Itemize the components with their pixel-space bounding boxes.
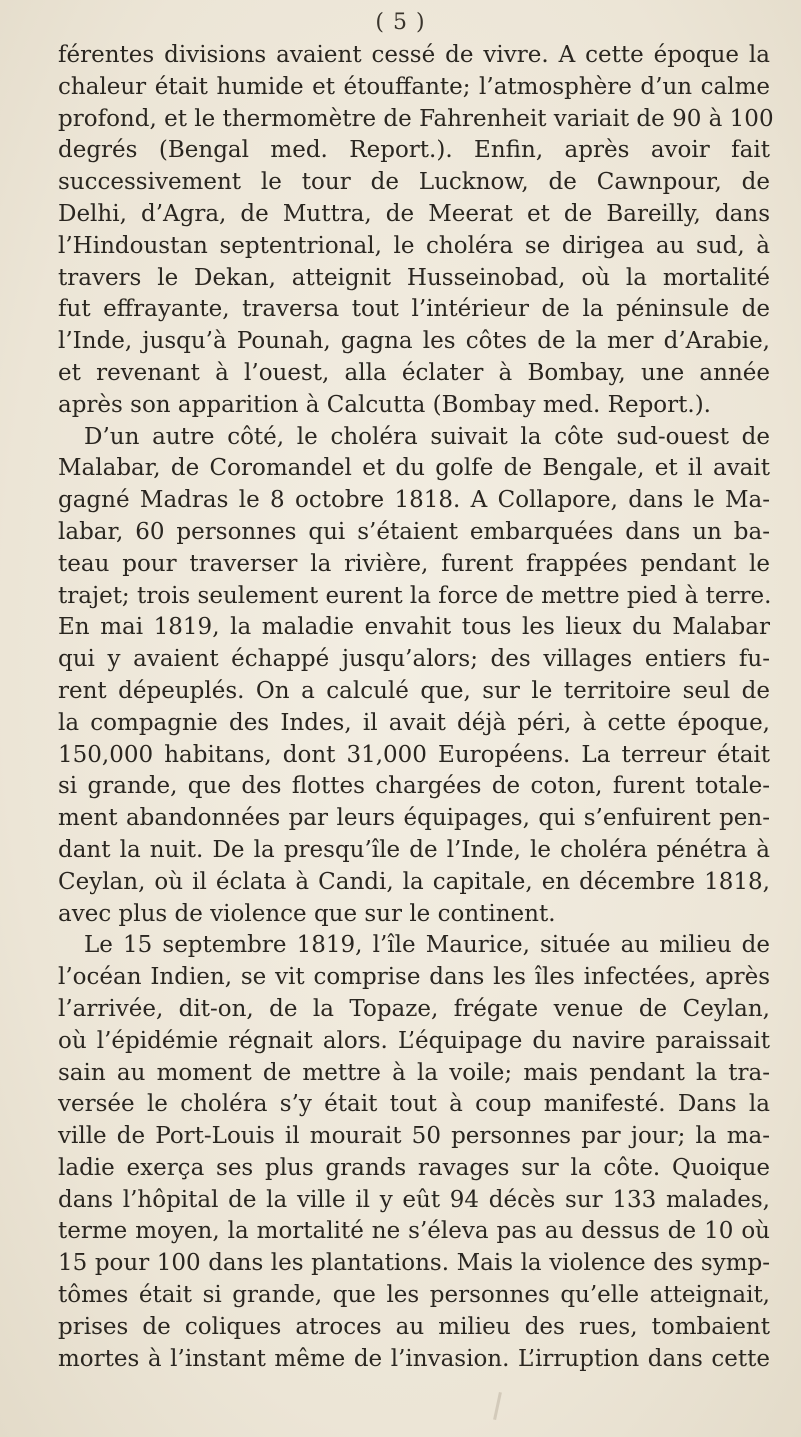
text-line: ment abandonnées par leurs équipages, qui s’enfuirent pen- (58, 805, 770, 832)
text-line: successivement le tour de Lucknow, de Cawnpour, de (58, 169, 770, 196)
text-line: En mai 1819, la maladie envahit tous les lieux du Malabar (58, 614, 770, 641)
text-line: tômes était si grande, que les personnes qu’elle atteignait, (58, 1282, 770, 1309)
text-line: D’un autre côté, le choléra suivait la côte sud-ouest de (84, 423, 770, 450)
paper-mark (493, 1392, 502, 1420)
text-line: 150,000 habitans, dont 31,000 Européens. La terreur était (58, 741, 770, 768)
text-line: dans l’hôpital de la ville il y eût 94 décès sur 133 malades, (58, 1186, 770, 1213)
text-line: rent dépeuplés. On a calculé que, sur le territoire seul de (58, 677, 770, 704)
text-line: Ceylan, où il éclata à Candi, la capitale, en décembre 1818, (58, 868, 770, 895)
text-line: sain au moment de mettre à la voile; mais pendant la tra- (58, 1059, 770, 1086)
text-line: versée le choléra s’y était tout à coup manifesté. Dans la (58, 1091, 770, 1118)
text-line: Delhi, d’Agra, de Muttra, de Meerat et de Bareilly, dans (58, 200, 770, 227)
text-line: Malabar, de Coromandel et du golfe de Bengale, et il avait (58, 455, 770, 482)
text-line: Le 15 septembre 1819, l’île Maurice, située au milieu de (84, 932, 770, 959)
text-line: l’arrivée, dit-on, de la Topaze, frégate venue de Ceylan, (58, 995, 770, 1022)
text-line: et revenant à l’ouest, alla éclater à Bombay, une année (58, 359, 770, 386)
text-line: teau pour traverser la rivière, furent frappées pendant le (58, 550, 770, 577)
text-line: fut effrayante, traversa tout l’intérieur de la péninsule de (58, 296, 770, 323)
text-line: labar, 60 personnes qui s’étaient embarquées dans un ba- (58, 518, 770, 545)
text-line: prises de coliques atroces au milieu des rues, tombaient (58, 1313, 770, 1340)
text-line: dant la nuit. De la presqu’île de l’Inde, le choléra pénétra à (58, 836, 770, 863)
body-text (58, 40, 774, 1375)
text-line: travers le Dekan, atteignit Husseinobad, où la mortalité (58, 264, 770, 291)
text-line: la compagnie des Indes, il avait déjà péri, à cette époque, (58, 709, 770, 736)
text-line: 15 pour 100 dans les plantations. Mais la violence des symp- (58, 1250, 770, 1277)
text-line: avec plus de violence que sur le continent. (58, 900, 556, 927)
text-line: si grande, que des flottes chargées de coton, furent totale- (58, 773, 770, 800)
text-line: ladie exerça ses plus grands ravages sur la côte. Quoique (58, 1154, 770, 1181)
text-line: après son apparition à Calcutta (Bombay med. Report.). (58, 391, 711, 418)
text-line: qui y avaient échappé jusqu’alors; des villages entiers fu- (58, 646, 770, 673)
text-line: ville de Port-Louis il mourait 50 personnes par jour; la ma- (58, 1123, 770, 1150)
text-line: gagné Madras le 8 octobre 1818. A Collapore, dans le Ma- (58, 487, 770, 514)
text-line: chaleur était humide et étouffante; l’atmosphère d’un calme (58, 73, 770, 100)
text-line: trajet; trois seulement eurent la force de mettre pied à terre. (58, 582, 772, 609)
text-line: l’Hindoustan septentrional, le choléra se dirigea au sud, à (58, 232, 770, 259)
text-line: degrés (Bengal med. Report.). Enfin, après avoir fait (58, 137, 770, 164)
text-line: férentes divisions avaient cessé de vivre. A cette époque la (58, 42, 770, 68)
text-line: où l’épidémie régnait alors. L’équipage du navire paraissait (58, 1027, 770, 1054)
text-line: mortes à l’instant même de l’invasion. L’irruption dans cette (58, 1345, 770, 1372)
text-line: l’Inde, jusqu’à Pounah, gagna les côtes de la mer d’Arabie, (58, 328, 770, 355)
text-line: l’océan Indien, se vit comprise dans les îles infectées, après (58, 964, 770, 991)
text-line: profond, et le thermomètre de Fahrenheit variait de 90 à 100 (58, 105, 774, 132)
page-number: ( 5 ) (375, 10, 426, 35)
text-line: terme moyen, la mortalité ne s’éleva pas au dessus de 10 où (58, 1218, 770, 1245)
